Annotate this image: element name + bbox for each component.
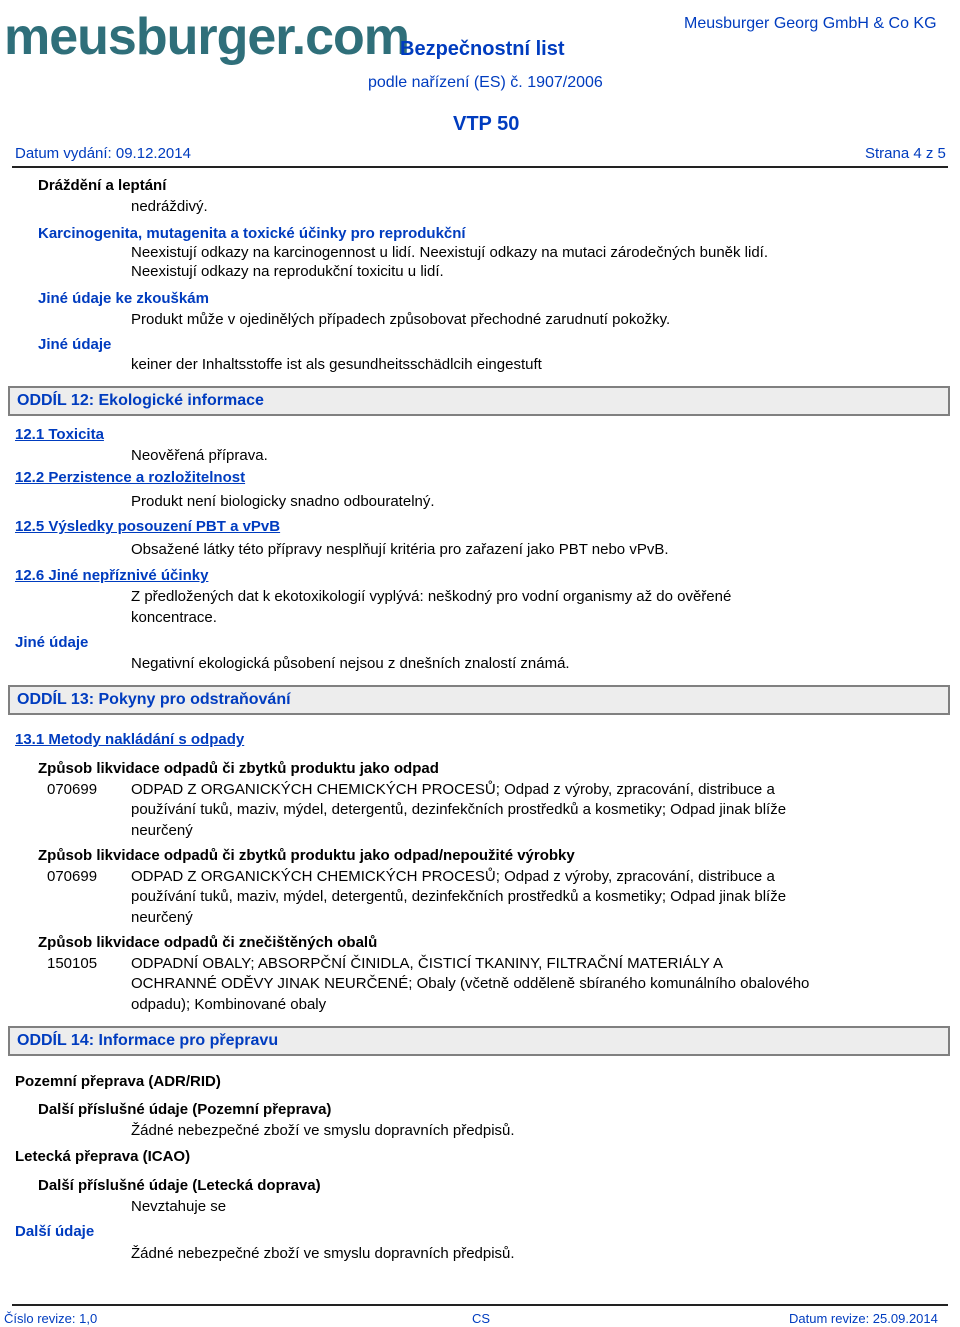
cmr-label: Karcinogenita, mutagenita a toxické účinky pro reprodukční — [38, 225, 466, 242]
land-transport-label: Pozemní přeprava (ADR/RID) — [15, 1073, 221, 1090]
footer-rule — [12, 1304, 948, 1306]
pbt-label: 12.5 Výsledky posouzení PBT a vPvB — [15, 518, 281, 535]
land-other-label: Další příslušné údaje (Pozemní přeprava) — [38, 1101, 332, 1118]
waste-description-line: ODPAD Z ORGANICKÝCH CHEMICKÝCH PROCESŮ; Odpad z výroby, zpracování, distribuce a — [131, 868, 775, 885]
issue-date: Datum vydání: 09.12.2014 — [15, 145, 191, 162]
page-number: Strana 4 z 5 — [865, 145, 946, 162]
air-other-value: Nevztahuje se — [131, 1198, 227, 1215]
language-code: CS — [472, 1311, 491, 1326]
section-12-header — [8, 386, 950, 416]
waste-unused-label: Způsob likvidace odpadů či zbytků produktu jako odpad/nepoužité výrobky — [38, 847, 575, 864]
adverse-effects-label: 12.6 Jiné nepříznivé účinky — [15, 567, 209, 584]
waste-description-line: OCHRANNÉ ODĚVY JINAK NEURČENÉ; Obaly (včetně odděleně sbíraného komunálního obalového — [131, 975, 810, 992]
waste-description-line: neurčený — [131, 909, 193, 926]
land-other-value: Žádné nebezpečné zboží ve smyslu dopravních předpisů. — [131, 1122, 515, 1139]
section-14-header — [8, 1026, 950, 1056]
product-name: VTP 50 — [453, 113, 520, 135]
other-info-label: Jiné údaje — [38, 336, 112, 353]
air-other-label: Další příslušné údaje (Letecká doprava) — [38, 1177, 321, 1194]
waste-description-line: odpadu); Kombinované obaly — [131, 996, 327, 1013]
irritation-value: nedráždivý. — [131, 198, 208, 215]
pbt-value: Obsažené látky této přípravy nesplňují kritéria pro zařazení jako PBT nebo vPvB. — [131, 541, 669, 558]
waste-description-line: neurčený — [131, 822, 193, 839]
waste-code: 070699 — [47, 781, 98, 798]
waste-description-line: používání tuků, maziv, mýdel, detergentů, dezinfekčních prostředků a kosmetiky; Odpad jinak blíže — [131, 888, 787, 905]
adverse-effects-line2: koncentrace. — [131, 609, 217, 626]
company-name: Meusburger Georg GmbH & Co KG — [684, 15, 937, 32]
waste-description-line: ODPAD Z ORGANICKÝCH CHEMICKÝCH PROCESŮ; Odpad z výroby, zpracování, distribuce a — [131, 781, 775, 798]
regulation-reference: podle nařízení (ES) č. 1907/2006 — [368, 74, 603, 91]
revision-date: Datum revize: 25.09.2014 — [789, 1311, 938, 1326]
adverse-effects-line1: Z předložených dat k ekotoxikologií vyplývá: neškodný pro vodní organismy až do ověřené — [131, 588, 732, 605]
toxicity-label: 12.1 Toxicita — [15, 426, 104, 443]
waste-product-label: Způsob likvidace odpadů či zbytků produktu jako odpad — [38, 760, 439, 777]
section-14-title: ODDÍL 14: Informace pro přepravu — [17, 1032, 279, 1049]
toxicity-value: Neověřená příprava. — [131, 447, 268, 464]
waste-code: 150105 — [47, 955, 98, 972]
waste-methods-label: 13.1 Metody nakládání s odpady — [15, 731, 245, 748]
document-title: Bezpečnostní list — [400, 38, 565, 60]
logo-wordmark: meusburger.com — [4, 8, 410, 66]
eco-other-label: Jiné údaje — [15, 634, 89, 651]
section-12-title: ODDÍL 12: Ekologické informace — [17, 392, 264, 409]
air-transport-label: Letecká přeprava (ICAO) — [15, 1148, 191, 1165]
transport-other-value: Žádné nebezpečné zboží ve smyslu dopravních předpisů. — [131, 1245, 515, 1262]
waste-code: 070699 — [47, 868, 98, 885]
cmr-text-line2: Neexistují odkazy na reprodukční toxicitu u lidí. — [131, 263, 444, 280]
persistence-label: 12.2 Perzistence a rozložitelnost — [15, 469, 246, 486]
section-13-header — [8, 685, 950, 715]
section-13-title: ODDÍL 13: Pokyny pro odstraňování — [17, 691, 291, 708]
header-rule — [12, 166, 948, 168]
persistence-value: Produkt není biologicky snadno odbouratelný. — [131, 493, 435, 510]
transport-other-label: Další údaje — [15, 1223, 95, 1240]
irritation-label: Dráždění a leptání — [38, 177, 167, 194]
waste-description-line: ODPADNÍ OBALY; ABSORPČNÍ ČINIDLA, ČISTICÍ TKANINY, FILTRAČNÍ MATERIÁLY A — [131, 955, 723, 972]
waste-packaging-label: Způsob likvidace odpadů či znečištěných obalů — [38, 934, 378, 951]
tests-label: Jiné údaje ke zkouškám — [38, 290, 209, 307]
waste-description-line: používání tuků, maziv, mýdel, detergentů, dezinfekčních prostředků a kosmetiky; Odpad jinak blíže — [131, 801, 787, 818]
eco-other-value: Negativní ekologická působení nejsou z dnešních znalostí známá. — [131, 655, 570, 672]
tests-value: Produkt může v ojedinělých případech způsobovat přechodné zarudnutí pokožky. — [131, 311, 671, 328]
other-info-value: keiner der Inhaltsstoffe ist als gesundheitsschädlcih eingestuft — [131, 356, 542, 373]
revision-number: Číslo revize: 1,0 — [4, 1311, 98, 1326]
cmr-text-line1: Neexistují odkazy na karcinogennost u lidí. Neexistují odkazy na mutaci zárodečných buněk lidí. — [131, 244, 769, 261]
company-logo — [0, 0, 410, 68]
